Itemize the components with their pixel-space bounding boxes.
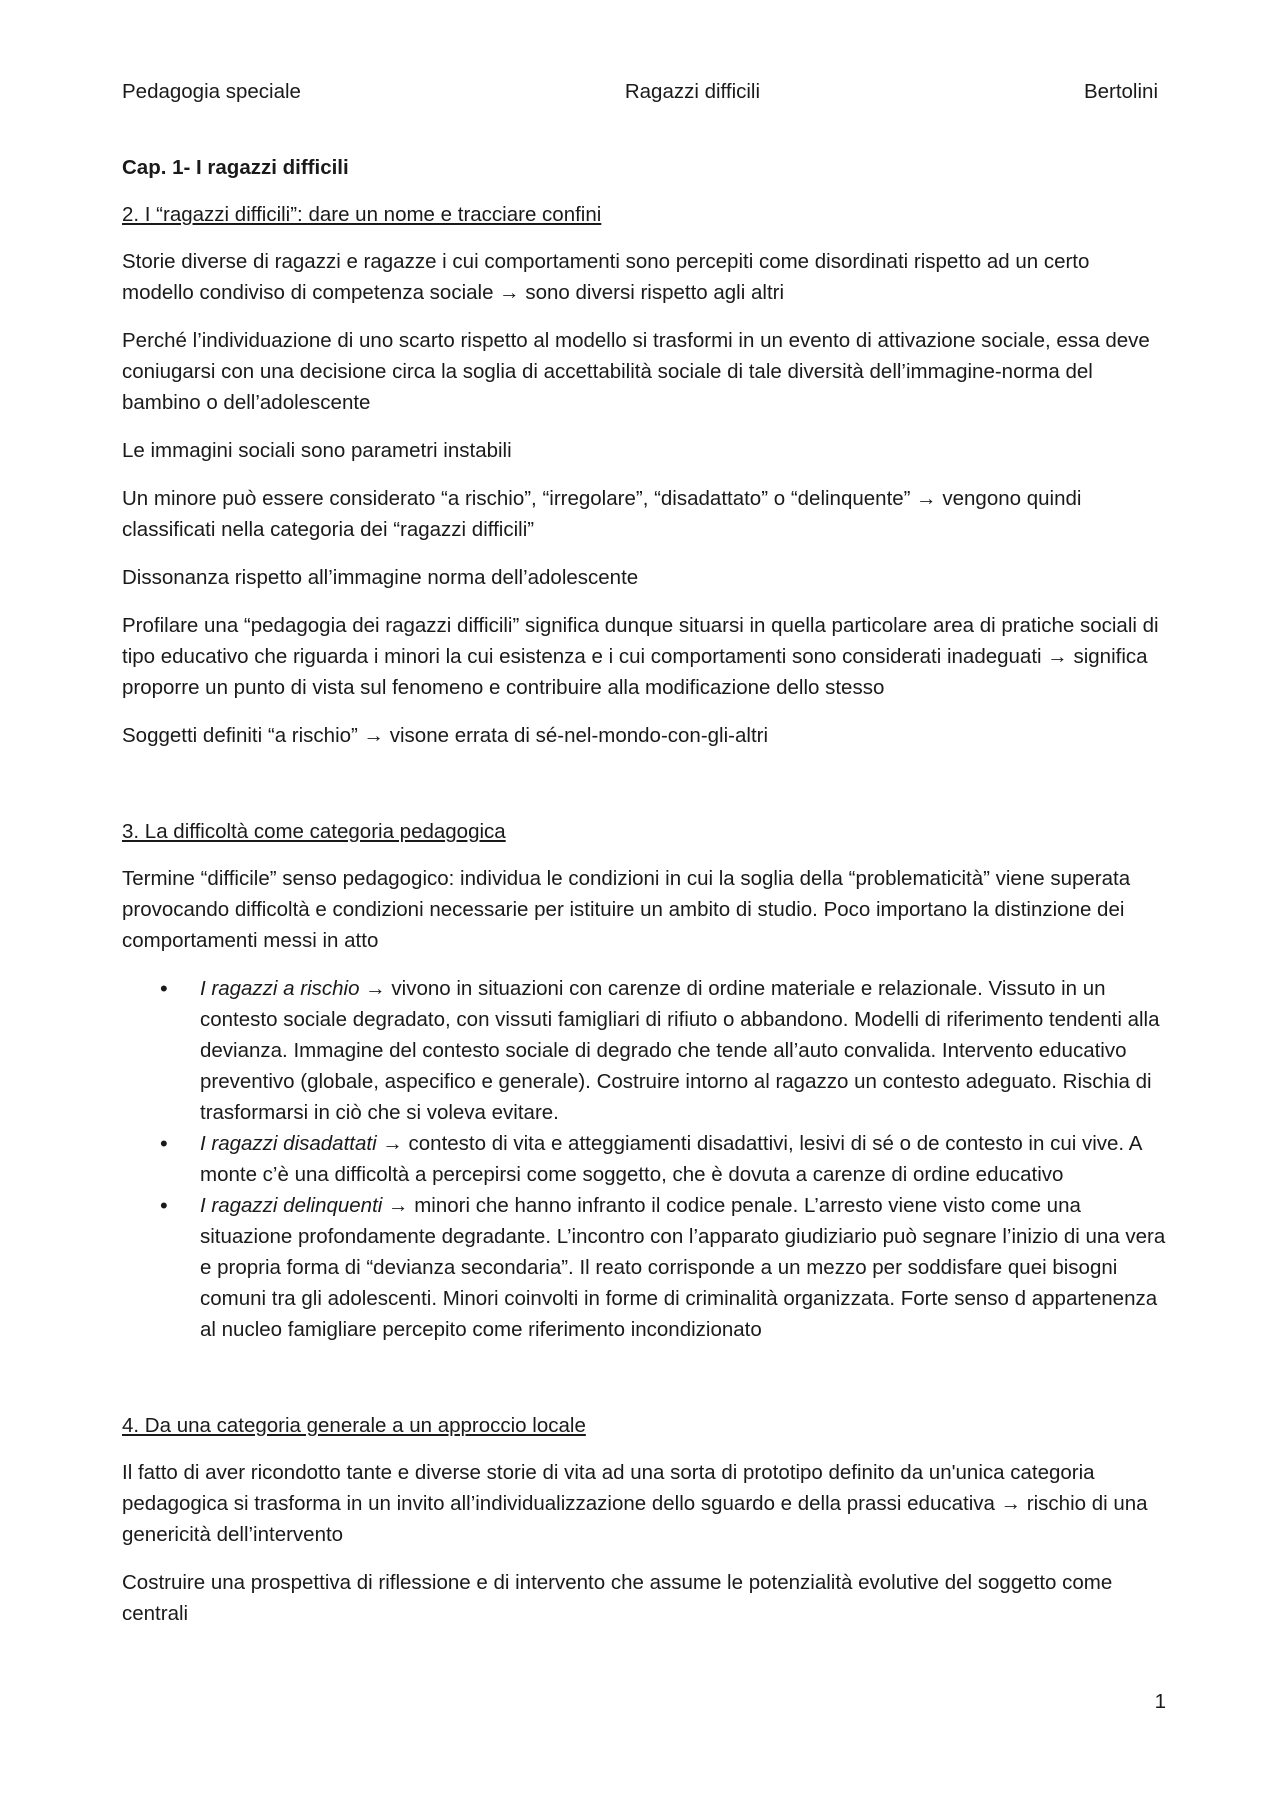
section-heading: 2. I “ragazzi difficili”: dare un nome e tracciare confini xyxy=(122,203,602,226)
paragraph: Profilare una “pedagogia dei ragazzi difficili” significa dunque situarsi in quella particolare area di pratiche sociali di tipo educativo che riguarda i minori la cui esistenza e i cui comportamenti sono considerati inadeguati → significa proporre un punto di vista sul fenomeno e contribuire alla modificazione dello stesso xyxy=(122,614,1159,699)
paragraph: Un minore può essere considerato “a rischio”, “irregolare”, “disadattato” o “delinquente” → vengono quindi classificati nella categoria dei “ragazzi difficili” xyxy=(122,487,1082,541)
paragraph: Perché l’individuazione di uno scarto rispetto al modello si trasformi in un evento di attivazione sociale, essa deve coniugarsi con una decisione circa la soglia di accettabilità sociale di tale diversità dell’immagine-norma del bambino o dell’adolescente xyxy=(122,329,1150,414)
bullet-icon: • xyxy=(160,976,168,1001)
spacer xyxy=(122,1362,1166,1410)
paragraph: Storie diverse di ragazzi e ragazze i cui comportamenti sono percepiti come disordinati rispetto ad un certo modello condiviso di competenza sociale → sono diversi rispetto agli altri xyxy=(122,250,1090,304)
chapter-title: Cap. 1- I ragazzi difficili xyxy=(122,156,349,179)
list-item-term: I ragazzi delinquenti xyxy=(200,1194,383,1217)
spacer xyxy=(122,768,1166,816)
page-header xyxy=(122,76,1158,108)
page-number: 1 xyxy=(1154,1690,1166,1713)
list-item-term: I ragazzi disadattati xyxy=(200,1132,377,1155)
header-center: Ragazzi difficili xyxy=(624,80,761,103)
list-item xyxy=(160,1190,1166,1345)
header-left: Pedagogia speciale xyxy=(122,80,301,103)
paragraph: Dissonanza rispetto all’immagine norma dell’adolescente xyxy=(122,566,639,589)
paragraph: Termine “difficile” senso pedagogico: individua le condizioni in cui la soglia della “problematicità” viene superata provocando difficoltà e condizioni necessarie per istituire un ambito di studio. Poco importano la distinzione dei comportamenti messi in atto xyxy=(122,867,1131,952)
list-item-text: → minori che hanno infranto il codice penale. L’arresto viene visto come una situazione profondamente degradante. L’incontro con l’apparato giudiziario può segnare l’inizio di una vera e propria forma di “devianza secondaria”. Il reato corrisponde a un mezzo per soddisfare quei bisogni comuni tra gli adolescenti. Minori coinvolti in forme di criminalità organizzata. Forte senso d appartenenza al nucleo famigliare percepito come riferimento incondizionato xyxy=(200,1194,1166,1341)
paragraph: Soggetti definiti “a rischio” → visone errata di sé-nel-mondo-con-gli-altri xyxy=(122,724,769,747)
bullet-icon: • xyxy=(160,1193,168,1218)
header-right: Bertolini xyxy=(1083,80,1158,103)
paragraph: Le immagini sociali sono parametri instabili xyxy=(122,439,512,462)
paragraph: Costruire una prospettiva di riflessione e di intervento che assume le potenzialità evolutive del soggetto come centrali xyxy=(122,1571,1113,1625)
list-item xyxy=(160,1128,1166,1190)
section-heading: 3. La difficoltà come categoria pedagogica xyxy=(122,820,506,843)
list-item xyxy=(160,973,1166,1128)
section-heading: 4. Da una categoria generale a un approccio locale xyxy=(122,1414,586,1437)
document-body xyxy=(122,152,1166,1646)
bullet-list xyxy=(122,973,1166,1345)
list-item-text: → contesto di vita e atteggiamenti disadattivi, lesivi di sé o de contesto in cui vive. A monte c’è una difficoltà a percepirsi come soggetto, che è dovuta a carenze di ordine educativo xyxy=(200,1132,1142,1186)
bullet-icon: • xyxy=(160,1131,168,1156)
paragraph: Il fatto di aver ricondotto tante e diverse storie di vita ad una sorta di prototipo definito da un'unica categoria pedagogica si trasforma in un invito all’individualizzazione dello sguardo e della prassi educativa → rischio di una genericità dell’intervento xyxy=(122,1461,1148,1546)
list-item-term: I ragazzi a rischio xyxy=(200,977,360,1000)
list-item-text: → vivono in situazioni con carenze di ordine materiale e relazionale. Vissuto in un contesto sociale degradato, con vissuti famigliari di rifiuto o abbandono. Modelli di riferimento tendenti alla devianza. Immagine del contesto sociale di degrado che tende all’auto convalida. Intervento educativo preventivo (globale, aspecifico e generale). Costruire intorno al ragazzo un contesto adeguato. Rischia di trasformarsi in ciò che si voleva evitare. xyxy=(200,977,1160,1124)
